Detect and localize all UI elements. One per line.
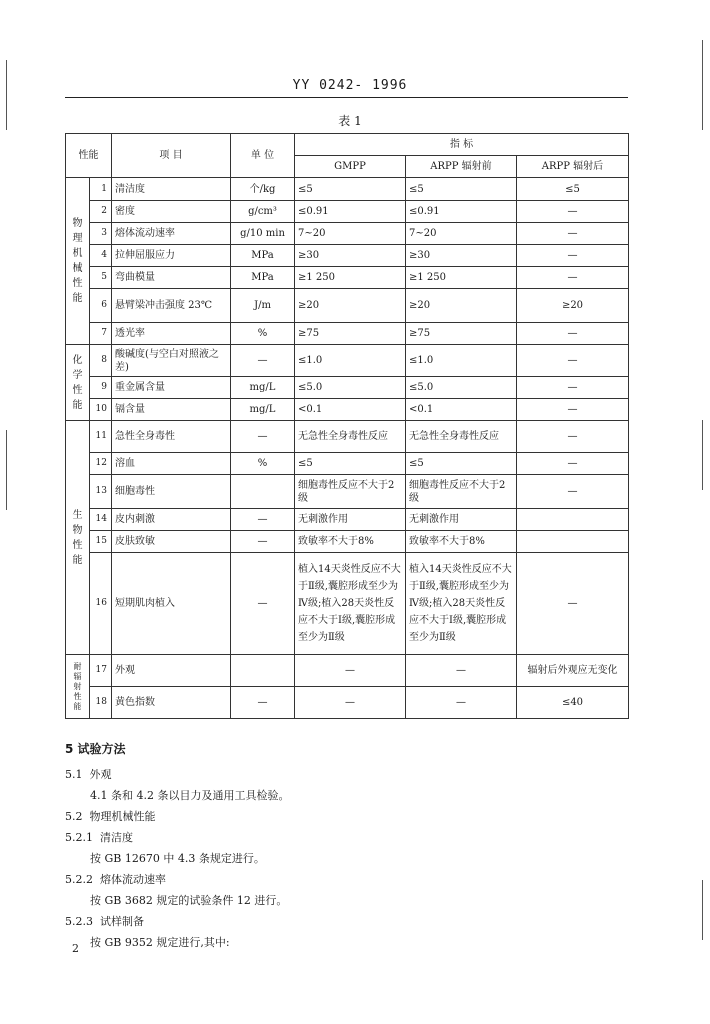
row-arpp-before: 致敏率不大于8% bbox=[406, 531, 517, 553]
row-gmpp: ≥20 bbox=[295, 289, 406, 323]
section-heading: 物理机械性能 bbox=[89, 810, 156, 823]
scan-edge-mark bbox=[702, 420, 703, 490]
row-item: 黄色指数 bbox=[112, 687, 231, 719]
row-arpp-before: ≥75 bbox=[406, 323, 517, 345]
standard-code-header: YY 0242- 1996 bbox=[292, 78, 408, 93]
section-5-2-3-heading bbox=[65, 913, 144, 929]
row-unit: g/cm³ bbox=[231, 201, 295, 223]
row-item: 拉伸屈服应力 bbox=[112, 245, 231, 267]
row-gmpp: ≥75 bbox=[295, 323, 406, 345]
row-number: 1 bbox=[90, 178, 112, 201]
row-gmpp: 7~20 bbox=[295, 223, 406, 245]
row-arpp-before: ≥1 250 bbox=[406, 267, 517, 289]
section-5-1-heading bbox=[65, 766, 112, 782]
row-unit: mg/L bbox=[231, 399, 295, 421]
row-number: 3 bbox=[90, 223, 112, 245]
header-rule bbox=[65, 97, 628, 98]
row-gmpp: — bbox=[295, 655, 406, 687]
table-row bbox=[66, 323, 629, 345]
section-number: 5.2 bbox=[65, 810, 83, 823]
table-row bbox=[66, 345, 629, 377]
scan-edge-mark bbox=[702, 880, 703, 940]
row-number: 9 bbox=[90, 377, 112, 399]
row-item: 皮内刺激 bbox=[112, 509, 231, 531]
row-arpp-before: ≤1.0 bbox=[406, 345, 517, 377]
row-unit: — bbox=[231, 553, 295, 655]
section-5-title: 5 试验方法 bbox=[65, 742, 126, 756]
table-row bbox=[66, 655, 629, 687]
row-unit bbox=[231, 475, 295, 509]
table-row bbox=[66, 453, 629, 475]
row-item: 细胞毒性 bbox=[112, 475, 231, 509]
row-arpp-after: — bbox=[517, 201, 629, 223]
scan-edge-mark bbox=[702, 40, 703, 130]
table-row bbox=[66, 201, 629, 223]
scan-edge-mark bbox=[6, 430, 7, 510]
header-item: 项 目 bbox=[112, 134, 231, 178]
row-gmpp: ≤5.0 bbox=[295, 377, 406, 399]
row-gmpp: 致敏率不大于8% bbox=[295, 531, 406, 553]
section-5-2-heading bbox=[65, 808, 156, 824]
row-arpp-before: ≤5 bbox=[406, 178, 517, 201]
table-row bbox=[66, 178, 629, 201]
header-category: 性能 bbox=[66, 134, 112, 178]
header-index: 指 标 bbox=[295, 134, 629, 156]
row-number: 4 bbox=[90, 245, 112, 267]
row-arpp-before: — bbox=[406, 655, 517, 687]
section-number: 5.2.3 bbox=[65, 915, 93, 928]
row-arpp-after: 辐射后外观应无变化 bbox=[517, 655, 629, 687]
row-item: 清洁度 bbox=[112, 178, 231, 201]
row-arpp-after: — bbox=[517, 245, 629, 267]
row-unit: g/10 min bbox=[231, 223, 295, 245]
row-unit: J/m bbox=[231, 289, 295, 323]
row-gmpp: ≤5 bbox=[295, 453, 406, 475]
row-arpp-after: — bbox=[517, 553, 629, 655]
row-number: 5 bbox=[90, 267, 112, 289]
row-arpp-before: 无刺激作用 bbox=[406, 509, 517, 531]
row-gmpp: 无急性全身毒性反应 bbox=[295, 421, 406, 453]
row-item: 透光率 bbox=[112, 323, 231, 345]
table-row bbox=[66, 289, 629, 323]
table-row bbox=[66, 475, 629, 509]
row-arpp-before: ≤5.0 bbox=[406, 377, 517, 399]
row-item: 短期肌肉植入 bbox=[112, 553, 231, 655]
row-arpp-after: ≤5 bbox=[517, 178, 629, 201]
row-unit bbox=[231, 655, 295, 687]
row-number: 10 bbox=[90, 399, 112, 421]
row-arpp-after: — bbox=[517, 323, 629, 345]
category-physical: 物理机械性能 bbox=[66, 178, 90, 345]
row-arpp-after: — bbox=[517, 399, 629, 421]
row-number: 11 bbox=[90, 421, 112, 453]
table-row bbox=[66, 267, 629, 289]
table-row bbox=[66, 245, 629, 267]
table-row bbox=[66, 531, 629, 553]
section-number: 5.1 bbox=[65, 768, 83, 781]
header-gmpp: GMPP bbox=[295, 156, 406, 178]
section-number: 5.2.1 bbox=[65, 831, 93, 844]
row-number: 13 bbox=[90, 475, 112, 509]
row-gmpp: ≥30 bbox=[295, 245, 406, 267]
section-heading: 熔体流动速率 bbox=[100, 873, 166, 886]
row-item: 镉含量 bbox=[112, 399, 231, 421]
row-arpp-before: <0.1 bbox=[406, 399, 517, 421]
section-5-2-2-text: 按 GB 3682 规定的试验条件 12 进行。 bbox=[90, 894, 288, 907]
category-biological: 生物性能 bbox=[66, 421, 90, 655]
row-item: 酸碱度(与空白对照液之差) bbox=[112, 345, 231, 377]
page-number: 2 bbox=[72, 942, 79, 955]
section-heading: 清洁度 bbox=[100, 831, 133, 844]
category-radiation: 耐辐射性能 bbox=[66, 655, 90, 719]
row-item: 密度 bbox=[112, 201, 231, 223]
row-unit: 个/kg bbox=[231, 178, 295, 201]
table-row bbox=[66, 223, 629, 245]
section-number: 5.2.2 bbox=[65, 873, 93, 886]
row-arpp-after: — bbox=[517, 267, 629, 289]
row-unit: mg/L bbox=[231, 377, 295, 399]
row-unit: % bbox=[231, 323, 295, 345]
row-arpp-before: 植入14天炎性反应不大于Ⅱ级,囊腔形成至少为Ⅳ级;植入28天炎性反应不大于Ⅰ级,囊腔形成至少为Ⅱ级 bbox=[406, 553, 517, 655]
row-gmpp: 细胞毒性反应不大于2级 bbox=[295, 475, 406, 509]
row-item: 急性全身毒性 bbox=[112, 421, 231, 453]
header-arpp-after: ARPP 辐射后 bbox=[517, 156, 629, 178]
row-gmpp: 植入14天炎性反应不大于Ⅱ级,囊腔形成至少为Ⅳ级;植入28天炎性反应不大于Ⅰ级,囊腔形成至少为Ⅱ级 bbox=[295, 553, 406, 655]
row-gmpp: — bbox=[295, 687, 406, 719]
category-chemical: 化学性能 bbox=[66, 345, 90, 421]
row-gmpp: ≤1.0 bbox=[295, 345, 406, 377]
row-item: 弯曲模量 bbox=[112, 267, 231, 289]
row-gmpp: 无刺激作用 bbox=[295, 509, 406, 531]
header-unit: 单 位 bbox=[231, 134, 295, 178]
row-number: 18 bbox=[90, 687, 112, 719]
table-row bbox=[66, 377, 629, 399]
row-arpp-after: — bbox=[517, 223, 629, 245]
row-gmpp: ≤5 bbox=[295, 178, 406, 201]
row-unit: — bbox=[231, 345, 295, 377]
section-5-1-text: 4.1 条和 4.2 条以目力及通用工具检验。 bbox=[90, 789, 290, 802]
section-heading: 外观 bbox=[89, 768, 112, 781]
row-arpp-before: 无急性全身毒性反应 bbox=[406, 421, 517, 453]
row-item: 重金属含量 bbox=[112, 377, 231, 399]
row-number: 8 bbox=[90, 345, 112, 377]
row-unit: MPa bbox=[231, 267, 295, 289]
section-heading: 试样制备 bbox=[100, 915, 144, 928]
row-arpp-after bbox=[517, 531, 629, 553]
row-number: 15 bbox=[90, 531, 112, 553]
row-arpp-after: ≤40 bbox=[517, 687, 629, 719]
row-item: 外观 bbox=[112, 655, 231, 687]
row-arpp-before: ≤0.91 bbox=[406, 201, 517, 223]
row-unit: % bbox=[231, 453, 295, 475]
properties-table bbox=[65, 133, 628, 719]
scan-edge-mark bbox=[6, 60, 7, 130]
table-row bbox=[66, 421, 629, 453]
section-5-2-1-heading bbox=[65, 829, 133, 845]
table-row bbox=[66, 509, 629, 531]
row-number: 6 bbox=[90, 289, 112, 323]
row-arpp-before: ≥30 bbox=[406, 245, 517, 267]
table-row bbox=[66, 399, 629, 421]
row-arpp-after: ≥20 bbox=[517, 289, 629, 323]
row-arpp-before: 7~20 bbox=[406, 223, 517, 245]
row-unit: — bbox=[231, 421, 295, 453]
header-arpp-before: ARPP 辐射前 bbox=[406, 156, 517, 178]
row-gmpp: ≤0.91 bbox=[295, 201, 406, 223]
section-5-2-2-heading bbox=[65, 871, 166, 887]
row-item: 悬臂梁冲击强度 23℃ bbox=[112, 289, 231, 323]
table-row bbox=[66, 687, 629, 719]
row-arpp-after: — bbox=[517, 345, 629, 377]
row-item: 溶血 bbox=[112, 453, 231, 475]
row-unit: — bbox=[231, 687, 295, 719]
row-number: 12 bbox=[90, 453, 112, 475]
row-unit: — bbox=[231, 509, 295, 531]
section-5-2-1-text: 按 GB 12670 中 4.3 条规定进行。 bbox=[90, 852, 265, 865]
row-arpp-after: — bbox=[517, 475, 629, 509]
row-arpp-before: ≥20 bbox=[406, 289, 517, 323]
row-number: 7 bbox=[90, 323, 112, 345]
row-arpp-before: — bbox=[406, 687, 517, 719]
row-arpp-after: — bbox=[517, 377, 629, 399]
row-arpp-before: ≤5 bbox=[406, 453, 517, 475]
row-number: 14 bbox=[90, 509, 112, 531]
row-number: 16 bbox=[90, 553, 112, 655]
row-arpp-before: 细胞毒性反应不大于2级 bbox=[406, 475, 517, 509]
row-unit: — bbox=[231, 531, 295, 553]
row-number: 17 bbox=[90, 655, 112, 687]
row-arpp-after bbox=[517, 509, 629, 531]
section-5-2-3-text: 按 GB 9352 规定进行,其中: bbox=[90, 936, 230, 949]
row-item: 熔体流动速率 bbox=[112, 223, 231, 245]
row-unit: MPa bbox=[231, 245, 295, 267]
row-item: 皮肤致敏 bbox=[112, 531, 231, 553]
row-gmpp: <0.1 bbox=[295, 399, 406, 421]
row-arpp-after: — bbox=[517, 421, 629, 453]
table-title: 表 1 bbox=[338, 114, 362, 128]
row-number: 2 bbox=[90, 201, 112, 223]
row-gmpp: ≥1 250 bbox=[295, 267, 406, 289]
row-arpp-after: — bbox=[517, 453, 629, 475]
table-row bbox=[66, 553, 629, 655]
